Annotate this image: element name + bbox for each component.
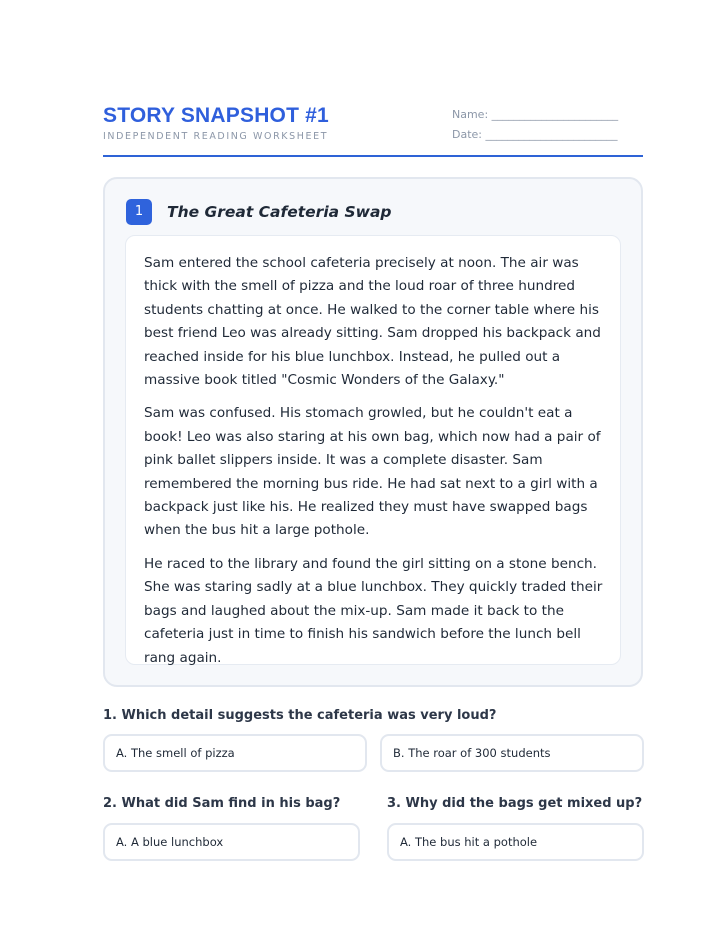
story-paragraph: Sam was confused. His stomach growled, but he couldn't eat a book! Leo was also staring at his own bag, which now had a pair of pink ballet slippers inside. It was a complete disaster. Sam remembered the morning bus ride. He had sat next to a girl with a backpack just like his. He realized they must have swapped bags when the bus hit a large pothole. — [144, 405, 601, 539]
question-3: 3. Why did the bags get mixed up? — [387, 796, 643, 811]
answer-option-3a[interactable]: A. The bus hit a pothole — [387, 823, 644, 861]
answer-option-1b[interactable]: B. The roar of 300 students — [380, 734, 644, 772]
question-2: 2. What did Sam find in his bag? — [103, 796, 341, 811]
date-field: Date: ________________________ — [452, 128, 618, 141]
story-paragraph: He raced to the library and found the girl sitting on a stone bench. She was staring sadly at a blue lunchbox. They quickly traded their bags and laughed about the mix-up. Sam made it back to the cafeteria just in time to finish his sandwich before the lunch bell rang again. — [144, 555, 603, 666]
page-title: STORY SNAPSHOT #1 — [103, 104, 329, 127]
answer-option-1a[interactable]: A. The smell of pizza — [103, 734, 367, 772]
story-text-box — [125, 235, 621, 665]
story-paragraph: Sam entered the school cafeteria precisely at noon. The air was thick with the smell of pizza and the loud roar of three hundred students chatting at once. He walked to the corner table where his best friend Leo was already sitting. Sam dropped his backpack and reached inside for his blue lunchbox. Instead, he pulled out a massive book titled "Cosmic Wonders of the Galaxy." — [144, 255, 601, 389]
worksheet-header — [103, 104, 643, 157]
story-title: The Great Cafeteria Swap — [167, 203, 392, 221]
question-1: 1. Which detail suggests the cafeteria was very loud? — [103, 708, 497, 723]
story-number-badge: 1 — [126, 199, 152, 225]
answer-option-2a[interactable]: A. A blue lunchbox — [103, 823, 360, 861]
page-subtitle: INDEPENDENT READING WORKSHEET — [103, 131, 329, 142]
name-field: Name: _______________________ — [452, 108, 619, 121]
story-card — [103, 177, 643, 687]
